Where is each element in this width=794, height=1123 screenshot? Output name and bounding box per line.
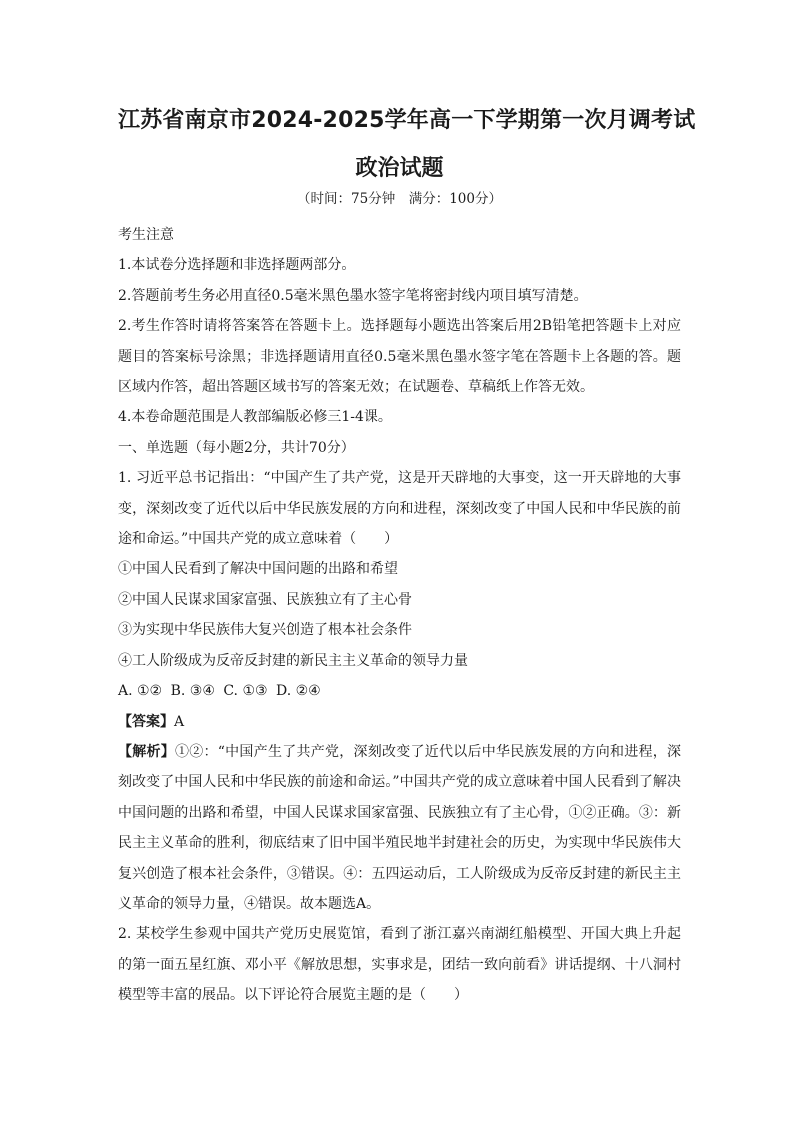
- exam-time-score: （时间：75分钟 满分：100分）: [297, 191, 502, 207]
- note-item-1: 1.本试卷分选择题和非选择题两部分。: [118, 257, 356, 274]
- analysis-text: ①②：“中国产生了共产党，深刻改变了近代以后中华民族发展的方向和进程，深刻改变了中国人民和中华民族的前途和命运。”中国共产党的成立意味着中国人民看到了解决中国问题的出路和希望，中国人民谋求国家富强、民族独立有了主心骨，①②正确。③：新民主主义革命的胜利，彻底结束了旧中国半殖民地半封建社会的历史，为实现中华民族伟大复兴创造了根本社会条件，③错误。④：五四运动后，工人阶级成为反帝反封建的新民主主义革命的领导力量，④错误。故本题选A。: [118, 743, 682, 912]
- question-1-statement-2: ②中国人民谋求国家富强、民族独立有了主心骨: [118, 591, 412, 608]
- option-d: D. ②④: [276, 683, 321, 700]
- notes-heading: 考生注意: [118, 227, 174, 243]
- option-c: C. ①③: [223, 683, 268, 700]
- question-1-statement-4: ④工人阶级成为反帝反封建的新民主主义革命的领导力量: [118, 652, 468, 669]
- page-subtitle: 政治试题: [355, 156, 444, 181]
- analysis-label: 【解析】: [118, 743, 176, 760]
- question-1-answer: [118, 707, 681, 737]
- page-title: 江苏省南京市2024-2025学年高一下学期第一次月调考试: [118, 108, 696, 133]
- question-1-analysis: [118, 737, 681, 919]
- question-1-statement-1: ①中国人民看到了解决中国问题的出路和希望: [118, 561, 398, 578]
- option-a: A. ①②: [118, 683, 163, 700]
- answer-value: A: [174, 713, 185, 730]
- question-1-options: [118, 676, 681, 706]
- section-heading: 一、单选题（每小题2分，共计70分）: [118, 439, 355, 456]
- answer-label: 【答案】: [118, 713, 174, 730]
- note-item-4: 4.本卷命题范围是人教部编版必修三1-4课。: [118, 409, 392, 426]
- question-1-stem: 1. 习近平总书记指出：“中国产生了共产党，这是开天辟地的大事变，这一开天辟地的大事变，深刻改变了近代以后中华民族发展的方向和进程，深刻改变了中国人民和中华民族的前途和命运。”中国共产党的成立意味着（ ）: [118, 470, 681, 548]
- note-item-2: 2.答题前考生务必用直径0.5毫米黑色墨水签字笔将密封线内项目填写清楚。: [118, 287, 588, 304]
- question-2-stem: 2. 某校学生参观中国共产党历史展览馆，看到了浙江嘉兴南湖红船模型、开国大典上升起的第一面五星红旗、邓小平《解放思想，实事求是，团结一致向前看》讲话提纲、十八洞村模型等丰富的展品。以下评论符合展览主题的是（ ）: [118, 926, 681, 1004]
- question-1-statement-3: ③为实现中华民族伟大复兴创造了根本社会条件: [118, 622, 412, 639]
- option-b: B. ③④: [170, 683, 215, 700]
- note-item-3: 2.考生作答时请将答案答在答题卡上。选择题每小题选出答案后用2B铅笔把答题卡上对应题目的答案标号涂黑；非选择题请用直径0.5毫米黑色墨水签字笔在答题卡上各题的答。题区域内作答，超出答题区域书写的答案无效；在试题卷、草稿纸上作答无效。: [118, 318, 681, 396]
